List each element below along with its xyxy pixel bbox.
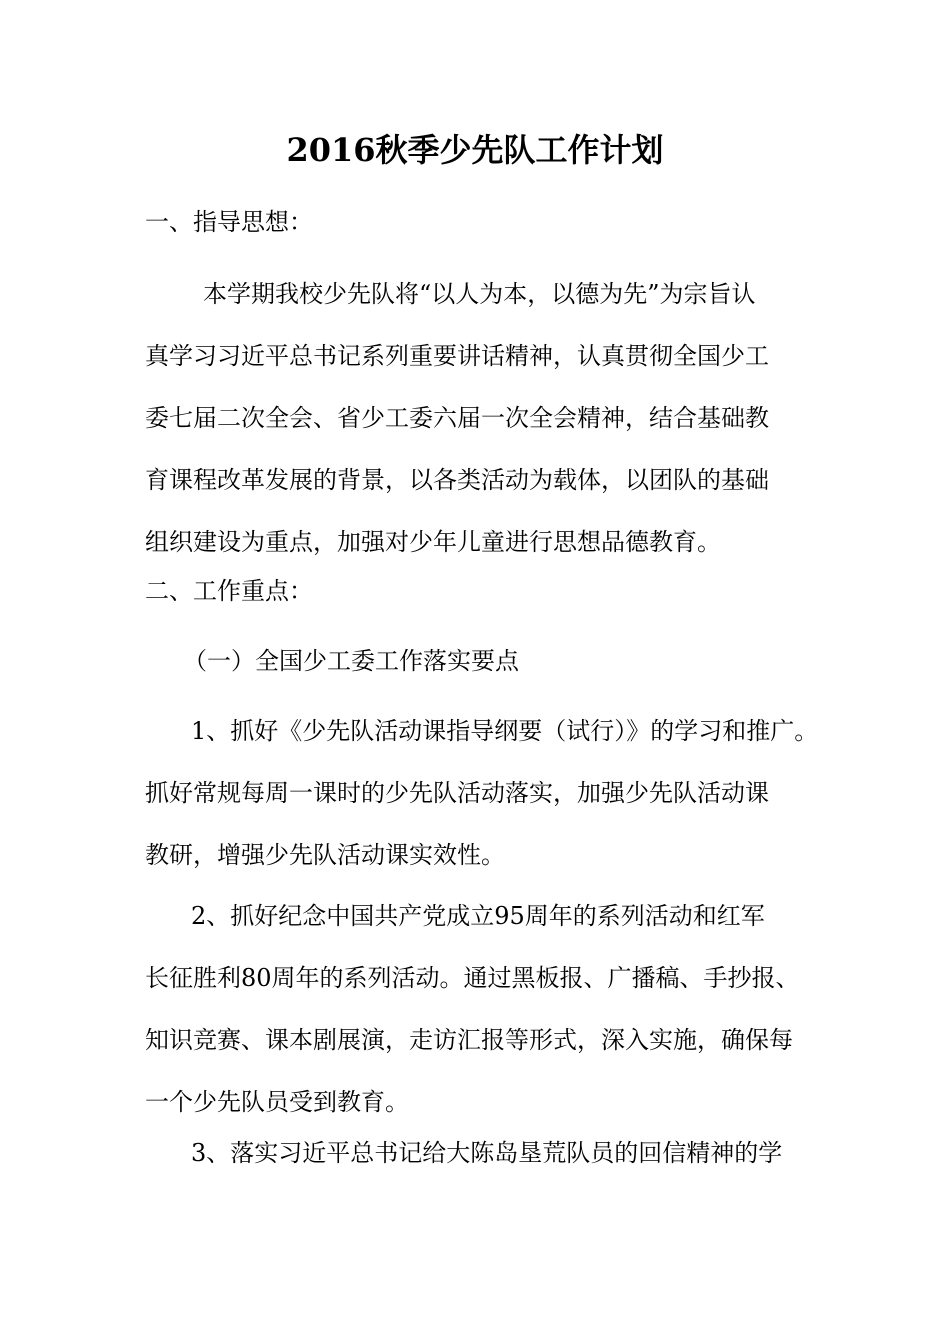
paragraph-line: 本学期我校少先队将“以人为本，以德为先”为宗旨认 bbox=[203, 280, 756, 308]
item-line: 2、抓好纪念中国共产党成立95周年的系列活动和红军 bbox=[191, 902, 765, 930]
paragraph-line: 真学习习近平总书记系列重要讲话精神，认真贯彻全国少工 bbox=[145, 342, 769, 370]
item-line: 抓好常规每周一课时的少先队活动落实，加强少先队活动课 bbox=[145, 779, 769, 807]
item-line: 知识竞赛、课本剧展演，走访汇报等形式，深入实施，确保每 bbox=[145, 1026, 793, 1054]
paragraph-line: 组织建设为重点，加强对少年儿童进行思想品德教育。 bbox=[145, 528, 721, 556]
item-1 bbox=[145, 700, 819, 886]
item-line: 长征胜利80周年的系列活动。通过黑板报、广播稿、手抄报、 bbox=[145, 964, 800, 992]
subheading-line: （一）全国少工委工作落实要点 bbox=[183, 647, 519, 675]
section-heading-guiding-thought bbox=[145, 191, 810, 253]
item-line: 教研，增强少先队活动课实效性。 bbox=[145, 841, 505, 869]
item-line: 3、落实习近平总书记给大陈岛垦荒队员的回信精神的学 bbox=[191, 1139, 783, 1167]
section-heading-work-focus bbox=[145, 560, 810, 622]
heading-line: 一、指导思想： bbox=[145, 208, 313, 236]
paragraph-line: 育课程改革发展的背景，以各类活动为载体，以团队的基础 bbox=[145, 466, 769, 494]
item-line: 一个少先队员受到教育。 bbox=[145, 1088, 409, 1116]
paragraph-line: 委七届二次全会、省少工委六届一次全会精神，结合基础教 bbox=[145, 404, 769, 432]
heading-line: 二、工作重点： bbox=[145, 577, 313, 605]
subheading-national-work bbox=[145, 630, 810, 692]
item-3 bbox=[145, 1122, 810, 1184]
document-title: 2016秋季少先队工作计划 bbox=[286, 131, 664, 169]
item-2 bbox=[145, 885, 810, 1133]
item-line: 1、抓好《少先队活动课指导纲要（试行）》的学习和推广。 bbox=[191, 717, 819, 745]
paragraph-guiding-thought bbox=[145, 263, 810, 573]
